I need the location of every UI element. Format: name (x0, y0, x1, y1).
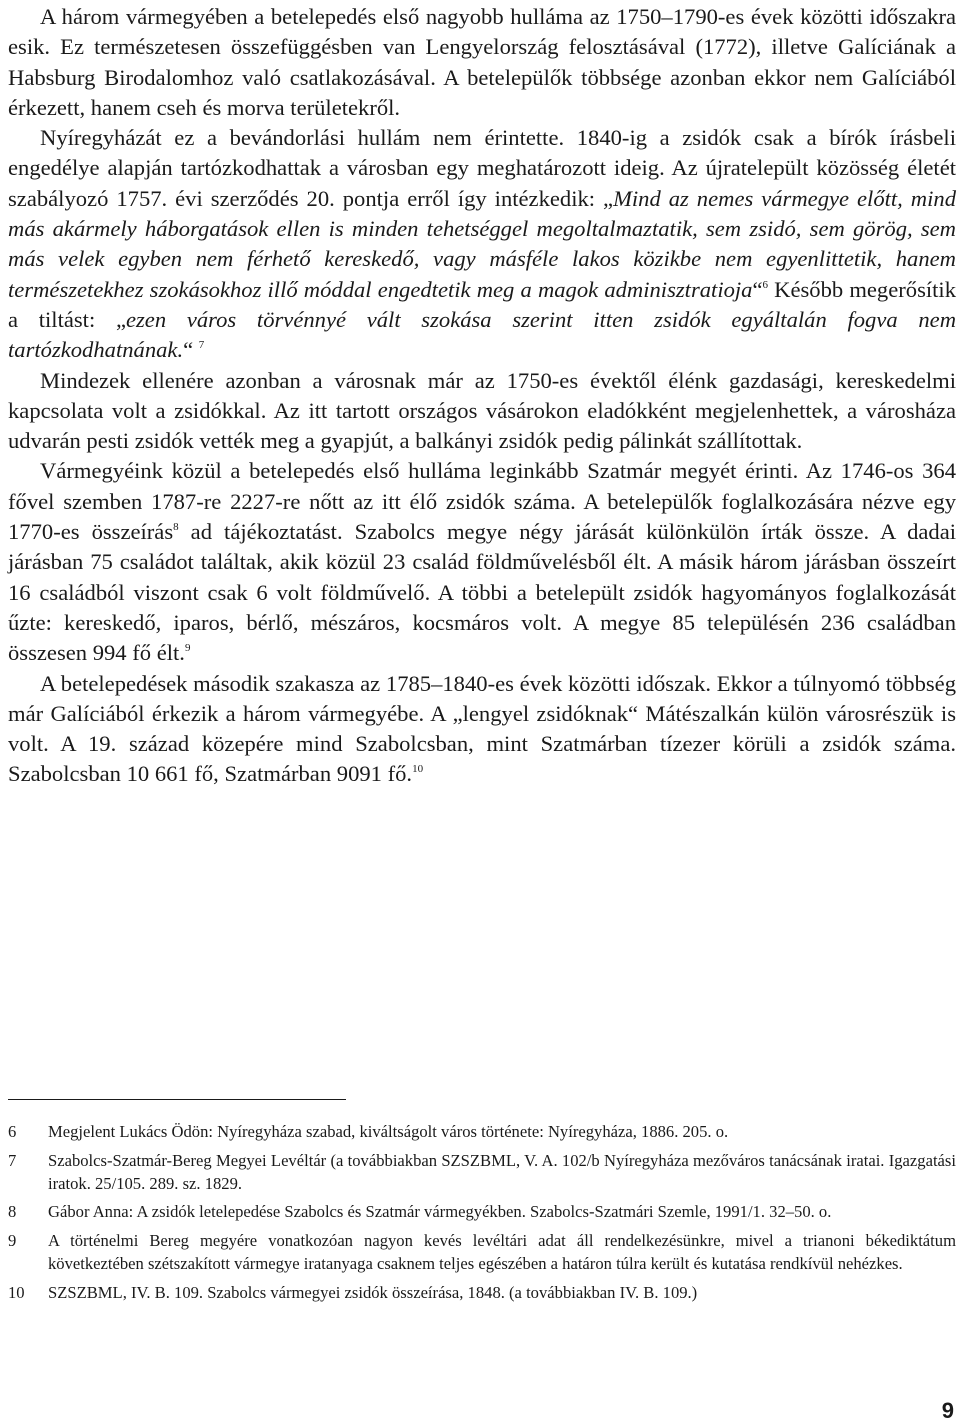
footnote-text: Gábor Anna: A zsidók letelepedése Szabolcs és Szatmár vármegyékben. Szabolcs-Szatmári Szemle, 1991/1. 32–50. o. (48, 1202, 832, 1222)
footnote-number: 8 (8, 1202, 17, 1222)
footnote-number: 6 (8, 1122, 17, 1141)
footnote-item (8, 1121, 956, 1144)
footnote-item (8, 1282, 956, 1305)
page-number: 9 (941, 1398, 954, 1423)
footnote-ref-9[interactable]: 9 (184, 642, 191, 655)
footnote-item (8, 1150, 956, 1196)
footnote-item (8, 1230, 956, 1276)
footnote-text: Megjelent Lukács Ödön: Nyíregyháza szabad, kiváltságolt város története: Nyíregyháza, 1886. 205. o. (48, 1122, 729, 1141)
footnote-text: SZSZBML, IV. B. 109. Szabolcs vármegyei zsidók összeírása, 1848. (a továbbiakban IV. B. 109.) (48, 1282, 698, 1302)
paragraph-1: A három vármegyében a betelepedés első nagyobb hulláma az 1750–1790-es évek közötti időszakra esik. Ez természetesen összefüggésben van Lengyelország felosztásával (1772), illetve Galíciának a Habsburg Birodalomhoz való csatlakozásával. A betelepülők többsége azonban ekkor nem Galíciából érkezett, hanem cseh és morva területekről. (8, 4, 956, 120)
quote-ban: ezen város törvénnyé vált szokása szerint itten zsidók egyáltalán fogva nem tartózkodhatnának. (8, 306, 957, 363)
footnote-text: A történelmi Bereg megyére vonatkozóan nagyon kevés levéltári adat áll rendelkezésünkre, mivel a trianoni békediktátum következtében szétszakított vármegye iratanyaga csaknem teljes egészében a határon túlra került és kutatása rendkívül nehézkes. (48, 1231, 956, 1273)
paragraph-4: Vármegyéink közül a betelepedés első hulláma leginkább Szatmár megyét érinti. Az 1746-os 364 fővel szemben 1787-re 2227-re nőtt az itt élő zsidók száma. A betelepülők foglalkozására nézve egy 1770-es összeírás$^8$ ad tájékoztatást. Szabolcs megye négy járását különkülön írták össze. A dadai járásban 75 családot találtak, akik közül 23 család földművelésből élt. A másik három járásban összeírt 16 családból viszont csak 6 volt földművelő. A többi a betelepült zsidók hagyományos foglalkozását űzte: kereskedő, iparos, bérlő, mészáros, kocsmáros volt. A megye 85 településén 236 családban összesen 994 fő élt.$^9$ (8, 458, 956, 666)
footnote-number: 7 (8, 1150, 17, 1170)
paragraph-2: Nyíregyházát ez a bevándorlási hullám nem érintette. 1840-ig a zsidók csak a bírók írásbeli engedélye alapján tartózkodhattak a városban egy meghatározott ideig. Az újratelepült közösség életét szabályozó 1757. évi szerződés 20. pontja erről így intézkedik: „Mind az nemes vármegye előtt, mind más akármely háborgatások ellen is minden tehetséggel megoltalmaztatik, sem zsidó, sem görög, sem más velek egyben nem férhető kereskedő, vagy másféle lakos közikbe nem egyenlittetik, hanem természetekhez szokásokhoz illő móddal engedtetik meg a magok adminisztratioja“$^6$ Később megerősítik a tiltást: „ezen város törvénnyé vált szokása szerint itten zsidók egyáltalán fogva nem tartózkodhatnának.“ $^7$ (8, 125, 957, 363)
footnote-ref-8[interactable]: 8 (173, 521, 179, 534)
paragraph-3: Mindezek ellenére azonban a városnak már az 1750-es évektől élénk gazdasági, kereskedelmi kapcsolata volt a zsidókkal. Az itt tartott országos vásárokon eladókként megjelenhettek, a városháza udvarán pesti zsidók vették meg a gyapjút, a balkányi zsidók pedig pálinkát szállítottak. (8, 367, 956, 454)
main-text (8, 2, 956, 790)
footnote-ref-7[interactable]: 7 (198, 339, 205, 352)
footnote-number: 9 (8, 1231, 17, 1251)
footnote-text: Szabolcs-Szatmár-Bereg Megyei Levéltár (a továbbiakban SZSZBML, V. A. 102/b Nyíregyháza mezőváros tanácsának iratai. Igazgatási iratok. 25/105. 289. sz. 1829. (48, 1150, 956, 1193)
footnote-ref-10[interactable]: 10 (412, 763, 424, 776)
footnote-number: 10 (8, 1282, 25, 1302)
quote-contract: Mind az nemes vármegye előtt, mind más akármely háborgatások ellen is minden tehetséggel megoltalmaztatik, sem zsidó, sem görög, sem más velek egyben nem férhető kereskedő, vagy másféle lakos közikbe nem egyenlittetik, hanem természetekhez szokásokhoz illő móddal engedtetik meg a magok adminisztratioja (8, 185, 956, 302)
footnote-item (8, 1201, 956, 1224)
footnote-divider (8, 1099, 346, 1100)
paragraph-5: A betelepedések második szakasza az 1785–1840-es évek közötti időszak. Ekkor a túlnyomó többség már Galíciából érkezik a három vármegyébe. A „lengyel zsidóknak“ Mátészalkán külön városrészük is volt. A 19. század közepére mind Szabolcsban, mint Szatmárban tízezer körüli a zsidók száma. Szabolcsban 10 661 fő, Szatmárban 9091 fő.$^{10}$ (8, 670, 956, 787)
footnote-ref-6[interactable]: 6 (762, 278, 768, 291)
footnotes (8, 1121, 956, 1305)
